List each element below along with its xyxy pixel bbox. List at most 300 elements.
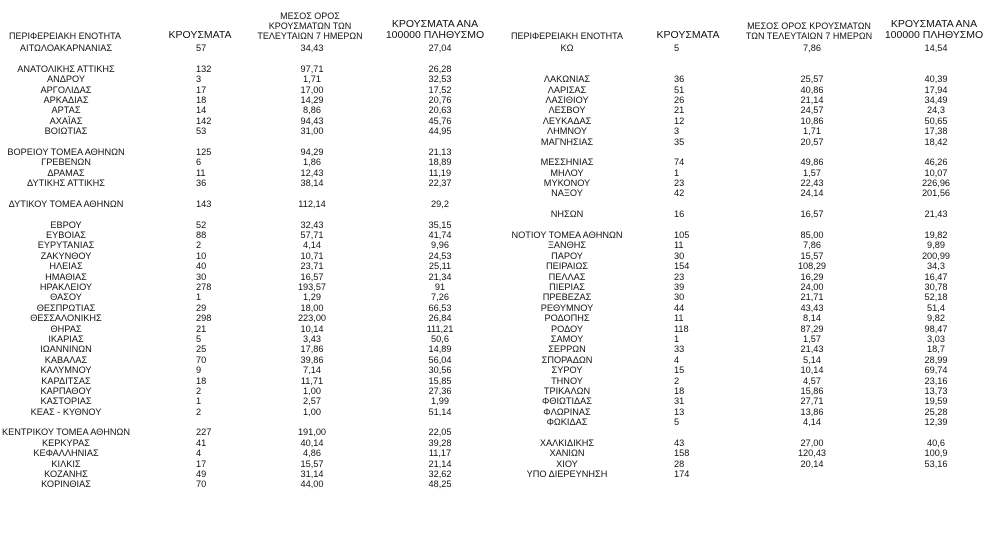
cases-cell: 30	[196, 271, 207, 282]
table-row	[0, 137, 500, 147]
avg7-cell: 13,86	[800, 406, 824, 417]
avg7-cell: 44,00	[300, 479, 324, 490]
avg7-cell: 1,00	[303, 385, 321, 396]
region-cell: ΝΟΤΙΟΥ ΤΟΜΕΑ ΑΘΗΝΩΝ	[511, 230, 623, 241]
table-row	[0, 344, 500, 354]
avg7-cell: 8,14	[803, 313, 821, 324]
table-row	[510, 459, 1000, 469]
table-row	[510, 126, 1000, 136]
cases-cell: 18	[196, 375, 207, 386]
table-row	[510, 168, 1000, 178]
table-row	[510, 178, 1000, 188]
avg7-cell: 1,71	[303, 74, 321, 85]
per100k-cell: 50,6	[431, 333, 449, 344]
avg7-cell: 12,43	[300, 167, 324, 178]
table-row	[510, 105, 1000, 115]
cases-cell: 42	[674, 188, 685, 199]
per100k-cell: 32,62	[428, 469, 452, 480]
header-avg7: ΜΕΣΟΣ ΟΡΟΣ ΚΡΟΥΣΜΑΤΩΝ ΤΩΝ ΤΕΛΕΥΤΑΙΩΝ 7 ΗΜΕΡΩΝ	[257, 11, 363, 41]
avg7-cell: 3,43	[303, 333, 321, 344]
cases-cell: 53	[196, 126, 207, 137]
cases-cell: 154	[674, 261, 690, 272]
table-row	[0, 157, 500, 167]
region-cell: ΧΑΛΚΙΔΙΚΗΣ	[539, 437, 595, 448]
region-cell: ΕΥΒΟΙΑΣ	[46, 230, 86, 241]
avg7-cell: 94,29	[300, 146, 324, 157]
cases-cell: 132	[196, 63, 212, 74]
avg7-cell: 20,14	[800, 458, 824, 469]
avg7-cell: 21,43	[800, 344, 824, 355]
per100k-cell: 24,3	[927, 105, 945, 116]
per100k-cell: 35,15	[428, 219, 452, 230]
cases-cell: 2	[674, 375, 680, 386]
table-row	[510, 230, 1000, 240]
per100k-cell: 10,07	[924, 167, 948, 178]
avg7-cell: 49,86	[800, 157, 824, 168]
region-cell: ΠΡΕΒΕΖΑΣ	[542, 292, 592, 303]
region-cell: ΦΩΚΙΔΑΣ	[546, 417, 588, 428]
avg7-cell: 1,86	[303, 157, 321, 168]
avg7-cell: 1,57	[803, 333, 821, 344]
cases-cell: 5	[196, 333, 202, 344]
table-row	[0, 438, 500, 448]
table-row	[510, 116, 1000, 126]
avg7-cell: 17,86	[300, 344, 324, 355]
table-row	[510, 261, 1000, 271]
per100k-cell: 100,9	[924, 448, 948, 459]
per100k-cell: 21,34	[428, 271, 452, 282]
avg7-cell: 20,57	[800, 136, 824, 147]
avg7-cell: 10,71	[300, 250, 324, 261]
region-cell: ΠΕΛΛΑΣ	[548, 271, 586, 282]
region-cell: ΑΧΑΪΑΣ	[49, 115, 83, 126]
per100k-cell: 25,11	[428, 261, 452, 272]
per100k-cell: 18,7	[927, 344, 945, 355]
region-cell: ΒΟΙΩΤΙΑΣ	[44, 126, 88, 137]
table-row	[0, 303, 500, 313]
table-row	[510, 147, 1000, 157]
per100k-cell: 34,49	[924, 94, 948, 105]
cases-cell: 1	[674, 333, 680, 344]
cases-cell: 16	[674, 209, 685, 220]
per100k-cell: 39,28	[428, 437, 452, 448]
table-row	[0, 469, 500, 479]
table-row	[510, 365, 1000, 375]
cases-cell: 18	[196, 94, 207, 105]
table-row	[510, 188, 1000, 198]
table-row	[0, 365, 500, 375]
table-row	[0, 272, 500, 282]
per100k-cell: 9,82	[927, 313, 945, 324]
cases-cell: 105	[674, 230, 690, 241]
region-cell: ΥΠΟ ΔΙΕΡΕΥΝΗΣΗ	[526, 469, 608, 480]
region-cell: ΦΘΙΩΤΙΔΑΣ	[541, 396, 592, 407]
cases-cell: 12	[674, 115, 685, 126]
region-cell: ΚΕΡΚΥΡΑΣ	[42, 437, 90, 448]
avg7-cell: 23,71	[300, 261, 324, 272]
table-row	[510, 303, 1000, 313]
per100k-cell: 98,47	[924, 323, 948, 334]
avg7-cell: 32,43	[300, 219, 324, 230]
avg7-cell: 40,14	[300, 437, 324, 448]
table-row	[510, 64, 1000, 74]
cases-cell: 142	[196, 115, 212, 126]
table-row	[510, 85, 1000, 95]
avg7-cell: 27,71	[800, 396, 824, 407]
per100k-cell: 21,13	[428, 146, 452, 157]
avg7-cell: 4,14	[803, 417, 821, 428]
per100k-cell: 44,95	[428, 126, 452, 137]
per100k-cell: 13,73	[924, 385, 948, 396]
cases-cell: 3	[674, 126, 680, 137]
avg7-cell: 15,86	[800, 385, 824, 396]
header-per100k: ΚΡΟΥΣΜΑΤΑ ΑΝΑ 100000 ΠΛΗΘΥΣΜΟ	[884, 18, 984, 41]
avg7-cell: 16,57	[300, 271, 324, 282]
per100k-cell: 30,56	[428, 365, 452, 376]
table-row	[0, 292, 500, 302]
table-row	[0, 459, 500, 469]
left-rows	[0, 43, 500, 490]
region-cell: ΛΗΜΝΟΥ	[546, 126, 588, 137]
region-cell: ΔΡΑΜΑΣ	[47, 167, 85, 178]
table-row	[510, 282, 1000, 292]
avg7-cell: 193,57	[297, 281, 327, 292]
avg7-cell: 4,86	[303, 448, 321, 459]
cases-cell: 30	[674, 250, 685, 261]
cases-cell: 44	[674, 302, 685, 313]
cases-cell: 36	[674, 74, 685, 85]
table-row	[0, 53, 500, 63]
avg7-cell: 1,00	[303, 406, 321, 417]
table-row	[0, 313, 500, 323]
table-row	[510, 448, 1000, 458]
per100k-cell: 111,21	[426, 323, 454, 334]
avg7-cell: 18,00	[300, 302, 324, 313]
region-cell: ΛΕΥΚΑΔΑΣ	[542, 115, 592, 126]
region-cell: ΑΡΓΟΛΙΔΑΣ	[40, 84, 92, 95]
region-cell: ΦΛΩΡΙΝΑΣ	[543, 406, 591, 417]
cases-cell: 4	[674, 354, 680, 365]
avg7-cell: 1,29	[303, 292, 321, 303]
table-row	[0, 396, 500, 406]
region-cell: ΘΕΣΠΡΩΤΙΑΣ	[36, 302, 96, 313]
table-row	[0, 188, 500, 198]
region-cell: ΠΑΡΟΥ	[551, 250, 583, 261]
avg7-cell: 31,14	[300, 469, 324, 480]
per100k-cell: 56,04	[428, 354, 452, 365]
avg7-cell: 24,14	[800, 188, 824, 199]
per100k-cell: 46,26	[924, 157, 948, 168]
region-cell: ΚΟΖΑΝΗΣ	[44, 469, 88, 480]
avg7-cell: 15,57	[800, 250, 824, 261]
cases-cell: 33	[674, 344, 685, 355]
region-cell: ΑΝΔΡΟΥ	[46, 74, 85, 85]
avg7-cell: 21,71	[800, 292, 824, 303]
region-cell: ΒΟΡΕΙΟΥ ΤΟΜΕΑ ΑΘΗΝΩΝ	[7, 146, 125, 157]
table-row	[0, 479, 500, 489]
avg7-cell: 2,57	[303, 396, 321, 407]
avg7-cell: 22,43	[800, 178, 824, 189]
region-cell: ΓΡΕΒΕΝΩΝ	[41, 157, 91, 168]
per100k-cell: 52,18	[924, 292, 948, 303]
avg7-cell: 57,71	[300, 230, 324, 241]
table-row	[510, 417, 1000, 427]
per100k-cell: 20,63	[428, 105, 452, 116]
cases-cell: 29	[196, 302, 207, 313]
per100k-cell: 26,84	[428, 313, 452, 324]
cases-cell: 6	[196, 157, 202, 168]
avg7-cell: 223,00	[297, 313, 327, 324]
per100k-cell: 12,39	[924, 417, 948, 428]
region-cell: ΔΥΤΙΚΟΥ ΤΟΜΕΑ ΑΘΗΝΩΝ	[8, 198, 124, 209]
avg7-cell: 24,57	[800, 105, 824, 116]
table-row	[510, 376, 1000, 386]
cases-cell: 15	[674, 365, 685, 376]
region-cell: ΙΚΑΡΙΑΣ	[48, 333, 84, 344]
cases-cell: 10	[196, 250, 207, 261]
cases-cell: 23	[674, 271, 685, 282]
per100k-cell: 201,56	[921, 188, 951, 199]
region-cell: ΝΗΣΩΝ	[550, 209, 584, 220]
region-cell: ΚΕΝΤΡΙΚΟΥ ΤΟΜΕΑ ΑΘΗΝΩΝ	[1, 427, 131, 438]
region-cell: ΗΜΑΘΙΑΣ	[45, 271, 87, 282]
table-row	[0, 64, 500, 74]
avg7-cell: 15,57	[300, 458, 324, 469]
avg7-cell: 24,00	[800, 281, 824, 292]
per100k-cell: 34,3	[927, 261, 945, 272]
per100k-cell: 19,82	[924, 230, 948, 241]
region-cell: ΧΙΟΥ	[556, 458, 578, 469]
cases-cell: 2	[196, 240, 202, 251]
region-cell: ΚΑΡΔΙΤΣΑΣ	[41, 375, 91, 386]
table-row	[510, 292, 1000, 302]
table-row	[0, 209, 500, 219]
table-row	[0, 386, 500, 396]
table-row	[0, 407, 500, 417]
region-cell: ΑΡΚΑΔΙΑΣ	[43, 94, 89, 105]
table-row	[0, 417, 500, 427]
avg7-cell: 120,43	[797, 448, 827, 459]
cases-cell: 4	[196, 448, 202, 459]
per100k-cell: 16,47	[924, 271, 948, 282]
per100k-cell: 51,14	[428, 406, 452, 417]
region-cell: ΣΠΟΡΑΔΩΝ	[541, 354, 593, 365]
table-row	[510, 43, 1000, 53]
region-cell: ΚΑΡΠΑΘΟΥ	[40, 385, 92, 396]
table-row	[510, 324, 1000, 334]
cases-cell: 2	[196, 385, 202, 396]
per100k-cell: 32,53	[428, 74, 452, 85]
table-row	[0, 261, 500, 271]
avg7-cell: 16,29	[800, 271, 824, 282]
table-row	[0, 355, 500, 365]
region-cell: ΣΕΡΡΩΝ	[548, 344, 586, 355]
table-row	[0, 427, 500, 437]
cases-cell: 21	[196, 323, 207, 334]
cases-cell: 39	[674, 281, 685, 292]
avg7-cell: 14,29	[300, 94, 324, 105]
region-cell: ΘΕΣΣΑΛΟΝΙΚΗΣ	[30, 313, 102, 324]
region-cell: ΡΟΔΟΥ	[550, 323, 583, 334]
avg7-cell: 4,57	[803, 375, 821, 386]
region-cell: ΠΕΙΡΑΙΩΣ	[546, 261, 588, 272]
table-row	[510, 469, 1000, 479]
per100k-cell: 14,89	[428, 344, 452, 355]
per100k-cell: 18,89	[428, 157, 452, 168]
per100k-cell: 11,19	[428, 167, 452, 178]
cases-cell: 11	[674, 240, 684, 251]
table-row	[510, 386, 1000, 396]
region-cell: ΗΡΑΚΛΕΙΟΥ	[39, 281, 93, 292]
table-row	[0, 85, 500, 95]
cases-cell: 227	[196, 427, 212, 438]
region-cell: ΚΑΒΑΛΑΣ	[44, 354, 88, 365]
table-row	[510, 199, 1000, 209]
table-row	[510, 355, 1000, 365]
cases-cell: 1	[196, 292, 202, 303]
table-row	[510, 240, 1000, 250]
per100k-cell: 7,26	[431, 292, 449, 303]
avg7-cell: 38,14	[300, 178, 324, 189]
per100k-cell: 17,94	[924, 84, 948, 95]
table-row	[510, 272, 1000, 282]
table-row	[0, 178, 500, 188]
region-cell: ΤΡΙΚΑΛΩΝ	[543, 385, 591, 396]
per100k-cell: 1,99	[431, 396, 449, 407]
region-cell: ΜΥΚΟΝΟΥ	[543, 178, 591, 189]
table-row	[0, 126, 500, 136]
region-cell: ΣΑΜΟΥ	[550, 333, 584, 344]
avg7-cell: 4,14	[303, 240, 321, 251]
per100k-cell: 45,76	[428, 115, 452, 126]
avg7-cell: 25,57	[800, 74, 824, 85]
table-row	[510, 344, 1000, 354]
cases-cell: 143	[196, 198, 212, 209]
table-row	[510, 157, 1000, 167]
region-cell: ΞΑΝΘΗΣ	[547, 240, 587, 251]
per100k-cell: 23,16	[924, 375, 948, 386]
cases-cell: 17	[196, 458, 207, 469]
per100k-cell: 66,53	[428, 302, 452, 313]
region-cell: ΔΥΤΙΚΗΣ ΑΤΤΙΚΗΣ	[27, 178, 105, 189]
header-region: ΠΕΡΙΦΕΡΕΙΑΚΗ ΕΝΟΤΗΤΑ	[510, 31, 624, 41]
cases-cell: 28	[674, 458, 685, 469]
per100k-cell: 14,54	[924, 43, 948, 53]
avg7-cell: 40,86	[800, 84, 824, 95]
per100k-cell: 29,2	[431, 198, 449, 209]
per100k-cell: 9,96	[431, 240, 449, 251]
region-cell: ΝΑΞΟΥ	[551, 188, 583, 199]
table-row	[0, 376, 500, 386]
table-row	[510, 427, 1000, 437]
table-row	[510, 396, 1000, 406]
cases-cell: 11	[196, 167, 206, 178]
avg7-cell: 27,00	[800, 437, 824, 448]
header-per100k: ΚΡΟΥΣΜΑΤΑ ΑΝΑ 100000 ΠΛΗΘΥΣΜΟ	[385, 18, 485, 41]
cases-cell: 49	[196, 469, 207, 480]
region-cell: ΜΑΓΝΗΣΙΑΣ	[540, 136, 594, 147]
avg7-cell: 5,14	[803, 354, 821, 365]
region-cell: ΧΑΝΙΩΝ	[549, 448, 585, 459]
avg7-cell: 8,86	[303, 105, 321, 116]
avg7-cell: 94,43	[300, 115, 324, 126]
per100k-cell: 3,03	[927, 333, 945, 344]
table-row	[510, 220, 1000, 230]
cases-cell: 35	[674, 136, 685, 147]
cases-cell: 13	[674, 406, 685, 417]
avg7-cell: 112,14	[298, 198, 326, 209]
avg7-cell: 11,71	[300, 375, 324, 386]
region-cell: ΗΛΕΙΑΣ	[49, 261, 83, 272]
per100k-cell: 91	[434, 281, 446, 292]
region-cell: ΖΑΚΥΝΘΟΥ	[40, 250, 92, 261]
region-cell: ΚΑΛΥΜΝΟΥ	[40, 365, 92, 376]
table-row	[0, 147, 500, 157]
per100k-cell: 41,74	[428, 230, 452, 241]
cases-cell: 18	[674, 385, 685, 396]
avg7-cell: 87,29	[800, 323, 824, 334]
cases-cell: 52	[196, 219, 207, 230]
table-row	[0, 448, 500, 458]
avg7-cell: 191,00	[297, 427, 327, 438]
region-cell: ΛΑΣΙΘΙΟΥ	[545, 94, 589, 105]
region-cell: ΚΕΦΑΛΛΗΝΙΑΣ	[33, 448, 99, 459]
cases-cell: 30	[674, 292, 685, 303]
region-cell: ΤΗΝΟΥ	[551, 375, 583, 386]
cases-cell: 1	[674, 167, 680, 178]
per100k-cell: 25,28	[924, 406, 948, 417]
header-cases: ΚΡΟΥΣΜΑΤΑ	[168, 29, 232, 41]
cases-cell: 70	[196, 354, 207, 365]
region-cell: ΚΙΛΚΙΣ	[51, 458, 81, 469]
avg7-cell: 43,43	[800, 302, 824, 313]
cases-cell: 40	[196, 261, 207, 272]
region-cell: ΚΟΡΙΝΘΙΑΣ	[41, 479, 91, 490]
table-row	[0, 324, 500, 334]
per100k-cell: 22,37	[428, 178, 452, 189]
cases-cell: 1	[196, 396, 202, 407]
avg7-cell: 34,43	[300, 43, 324, 53]
per100k-cell: 28,99	[924, 354, 948, 365]
region-cell: ΡΕΘΥΜΝΟΥ	[540, 302, 594, 313]
cases-cell: 25	[196, 344, 207, 355]
table-row	[0, 334, 500, 344]
region-cell: ΕΥΡΥΤΑΝΙΑΣ	[37, 240, 95, 251]
per100k-cell: 53,16	[924, 458, 948, 469]
table-row	[0, 43, 500, 53]
per100k-cell: 21,43	[924, 209, 948, 220]
per100k-cell: 51,4	[927, 302, 945, 313]
per100k-cell: 48,25	[428, 479, 452, 490]
cases-cell: 57	[196, 43, 207, 53]
table-row	[0, 199, 500, 209]
per100k-cell: 50,65	[924, 115, 948, 126]
cases-cell: 43	[674, 437, 685, 448]
region-cell: ΚΕΑΣ - ΚΥΘΝΟΥ	[30, 406, 102, 417]
avg7-cell: 16,57	[800, 209, 824, 220]
cases-cell: 74	[674, 157, 685, 168]
header-cases: ΚΡΟΥΣΜΑΤΑ	[656, 29, 720, 41]
avg7-cell: 17,00	[300, 84, 324, 95]
region-cell: ΛΑΡΙΣΑΣ	[547, 84, 587, 95]
region-cell: ΜΗΛΟΥ	[550, 167, 584, 178]
per100k-cell: 27,04	[428, 43, 452, 53]
table-row	[510, 334, 1000, 344]
table-row	[510, 313, 1000, 323]
table-row	[510, 137, 1000, 147]
cases-cell: 88	[196, 230, 207, 241]
table-row	[0, 116, 500, 126]
